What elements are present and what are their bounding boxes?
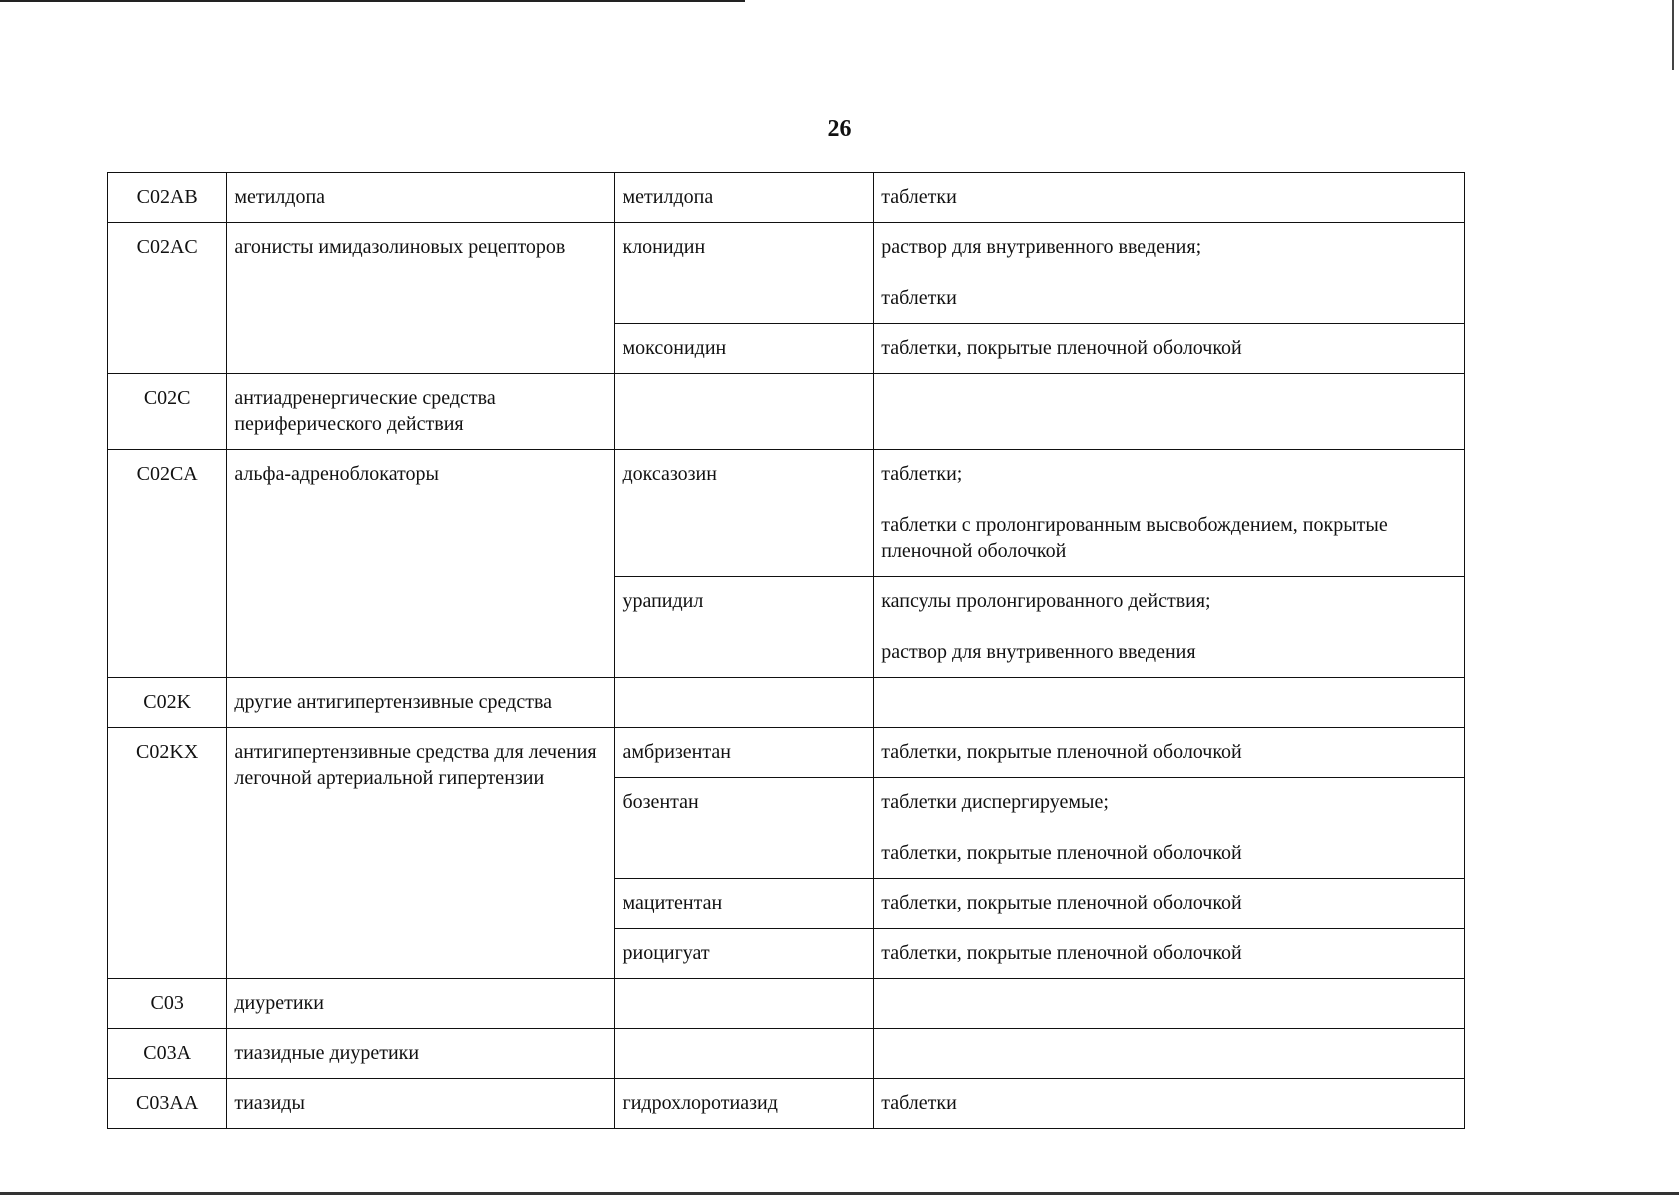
dosage-form: капсулы пролонгированного действия; bbox=[881, 590, 1211, 612]
drug-name: амбризентан bbox=[615, 728, 874, 778]
scan-edge-right bbox=[1672, 0, 1674, 70]
dosage-form-cell bbox=[874, 223, 1465, 324]
dosage-form: таблетки; bbox=[881, 463, 963, 485]
atc-code: C02AB bbox=[108, 173, 227, 223]
dosage-form-cell bbox=[874, 577, 1465, 678]
dosage-form: таблетки диспергируемые; bbox=[881, 791, 1109, 813]
page-number: 26 bbox=[827, 116, 852, 142]
table-row bbox=[108, 223, 1465, 324]
dosage-form-cell bbox=[874, 324, 1465, 374]
dosage-form: таблетки, покрытые пленочной оболочкой bbox=[881, 741, 1242, 763]
dosage-form-cell bbox=[874, 778, 1465, 879]
medication-table bbox=[107, 172, 1465, 1129]
dosage-form: раствор для внутривенного введения bbox=[881, 641, 1196, 663]
drug-name: бозентан bbox=[615, 778, 874, 879]
atc-group-name: тиазидные диуретики bbox=[227, 1029, 615, 1079]
dosage-form-cell bbox=[874, 1079, 1465, 1129]
table-row bbox=[108, 450, 1465, 577]
drug-name: метилдопа bbox=[615, 173, 874, 223]
dosage-form-empty bbox=[874, 979, 1465, 1029]
atc-code: C02CA bbox=[108, 450, 227, 678]
dosage-form: таблетки с пролонгированным высвобождением, покрытые пленочной оболочкой bbox=[881, 514, 1388, 562]
drug-name-empty bbox=[615, 374, 874, 450]
atc-code: C03A bbox=[108, 1029, 227, 1079]
dosage-form-cell bbox=[874, 728, 1465, 778]
table-row bbox=[108, 374, 1465, 450]
atc-group-name: альфа-адреноблокаторы bbox=[227, 450, 615, 678]
atc-code: C02KX bbox=[108, 728, 227, 979]
drug-name: клонидин bbox=[615, 223, 874, 324]
dosage-form-cell bbox=[874, 450, 1465, 577]
dosage-form: таблетки, покрытые пленочной оболочкой bbox=[881, 337, 1242, 359]
atc-group-name: антигипертензивные средства для лечения легочной артериальной гипертензии bbox=[227, 728, 615, 979]
dosage-form-cell bbox=[874, 879, 1465, 929]
atc-group-name: другие антигипертензивные средства bbox=[227, 678, 615, 728]
atc-group-name: антиадренергические средства периферического действия bbox=[227, 374, 615, 450]
dosage-form: таблетки bbox=[881, 186, 957, 208]
atc-code: C03AA bbox=[108, 1079, 227, 1129]
dosage-form-empty bbox=[874, 1029, 1465, 1079]
dosage-form: раствор для внутривенного введения; bbox=[881, 236, 1202, 258]
drug-name: гидрохлоротиазид bbox=[615, 1079, 874, 1129]
dosage-form-empty bbox=[874, 374, 1465, 450]
scan-edge-bottom bbox=[0, 1192, 1679, 1195]
drug-name: мацитентан bbox=[615, 879, 874, 929]
drug-name: доксазозин bbox=[615, 450, 874, 577]
scan-edge-top bbox=[0, 0, 745, 2]
dosage-form-empty bbox=[874, 678, 1465, 728]
drug-name-empty bbox=[615, 1029, 874, 1079]
atc-group-name: метилдопа bbox=[227, 173, 615, 223]
drug-name: моксонидин bbox=[615, 324, 874, 374]
dosage-form: таблетки, покрытые пленочной оболочкой bbox=[881, 892, 1242, 914]
table-row bbox=[108, 1029, 1465, 1079]
table-row bbox=[108, 173, 1465, 223]
table-row bbox=[108, 728, 1465, 778]
dosage-form: таблетки bbox=[881, 1092, 957, 1114]
drug-name-empty bbox=[615, 979, 874, 1029]
table-row bbox=[108, 1079, 1465, 1129]
atc-group-name: диуретики bbox=[227, 979, 615, 1029]
atc-group-name: агонисты имидазолиновых рецепторов bbox=[227, 223, 615, 374]
dosage-form: таблетки bbox=[881, 287, 957, 309]
atc-code: C02K bbox=[108, 678, 227, 728]
dosage-form: таблетки, покрытые пленочной оболочкой bbox=[881, 942, 1242, 964]
atc-group-name: тиазиды bbox=[227, 1079, 615, 1129]
atc-code: C03 bbox=[108, 979, 227, 1029]
drug-name: урапидил bbox=[615, 577, 874, 678]
table-row bbox=[108, 979, 1465, 1029]
table-row bbox=[108, 678, 1465, 728]
atc-code: C02AC bbox=[108, 223, 227, 374]
drug-name: риоцигуат bbox=[615, 929, 874, 979]
atc-code: C02C bbox=[108, 374, 227, 450]
dosage-form-cell bbox=[874, 173, 1465, 223]
dosage-form: таблетки, покрытые пленочной оболочкой bbox=[881, 842, 1242, 864]
drug-name-empty bbox=[615, 678, 874, 728]
dosage-form-cell bbox=[874, 929, 1465, 979]
